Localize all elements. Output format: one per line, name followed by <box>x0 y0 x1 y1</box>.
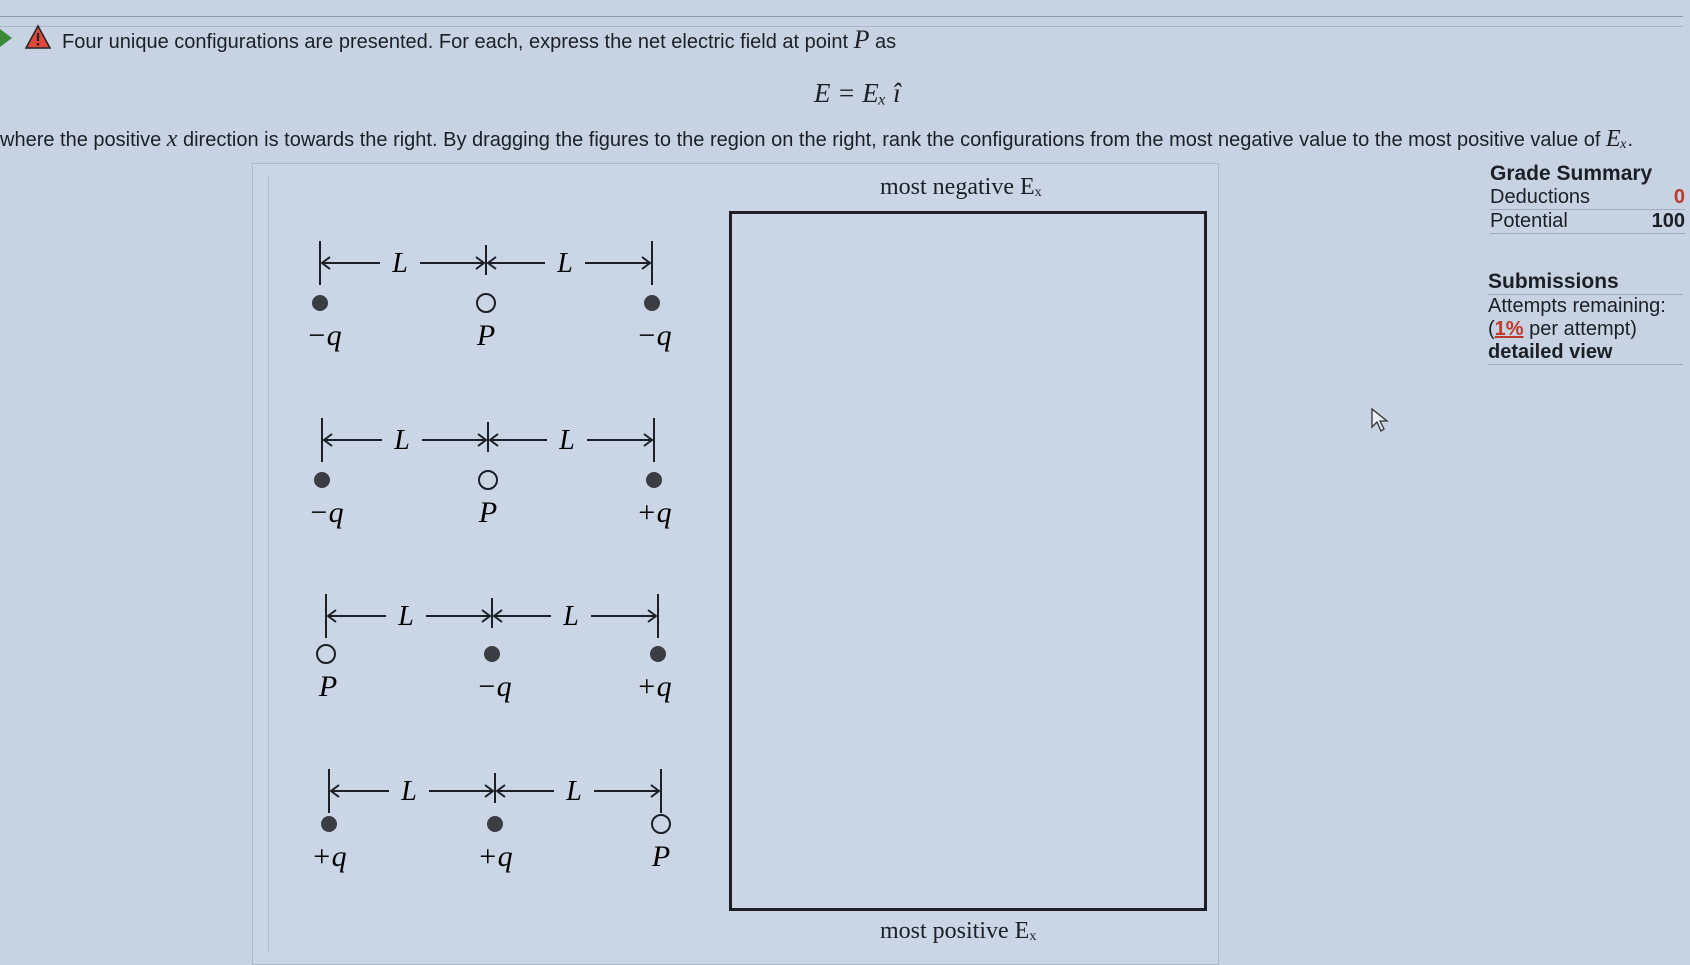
config4-right-label: P <box>651 840 671 873</box>
most-positive-label: most positive Eₓ <box>880 918 1037 944</box>
config3-left-label: P <box>318 670 338 703</box>
per-attempt-line <box>1488 318 1688 341</box>
per-attempt-text: per attempt) <box>1529 318 1637 340</box>
field-equation <box>814 78 901 109</box>
prompt-intro-end: as <box>875 31 897 53</box>
configuration-2[interactable] <box>292 412 692 542</box>
config2-left-label: −q <box>308 496 344 529</box>
play-icon[interactable] <box>0 29 12 47</box>
prompt-line2-end: . <box>1627 129 1634 151</box>
potential-label: Potential <box>1490 210 1568 232</box>
config1-middle-label: P <box>476 319 496 352</box>
config1-charge-left <box>312 295 328 311</box>
config1-left-label: −q <box>306 319 342 352</box>
config1-l-right: L <box>557 248 573 279</box>
config3-l-right: L <box>563 601 579 632</box>
deductions-row <box>1490 186 1685 210</box>
config3-middle-label: −q <box>476 670 512 703</box>
config3-charge-middle <box>484 646 500 662</box>
workspace-divider <box>268 175 269 952</box>
prompt-intro: Four unique configurations are presented. For each, express the net electric field at point <box>62 31 849 53</box>
config4-left-label: +q <box>311 840 347 873</box>
prompt-line-1 <box>62 25 896 55</box>
config2-charge-left <box>314 472 330 488</box>
config1-point-p <box>477 294 495 312</box>
config4-l-left: L <box>401 776 417 807</box>
most-negative-label: most negative Eₓ <box>880 174 1042 200</box>
config4-middle-label: +q <box>477 840 513 873</box>
config1-right-label: −q <box>636 319 672 352</box>
config1-charge-right <box>644 295 660 311</box>
config4-point-p <box>652 815 670 833</box>
mouse-cursor-icon <box>1370 407 1390 433</box>
config3-l-left: L <box>398 601 414 632</box>
config2-point-p <box>479 471 497 489</box>
point-variable: P <box>853 25 870 54</box>
submissions-title: Submissions <box>1488 270 1683 295</box>
prompt-line2-b: direction is towards the right. By dragging the figures to the region on the right, rank the configurations from the most negative value to the most positive value of <box>182 129 1601 151</box>
config3-charge-right <box>650 646 666 662</box>
config4-l-right: L <box>566 776 582 807</box>
configuration-3[interactable] <box>296 588 696 718</box>
potential-row <box>1490 210 1685 234</box>
config4-charge-left <box>321 816 337 832</box>
configuration-4[interactable] <box>299 763 699 893</box>
warning-icon <box>25 25 51 49</box>
prompt-line2-a: where the positive <box>0 129 162 151</box>
configuration-1[interactable] <box>290 235 690 365</box>
config1-l-left: L <box>392 248 408 279</box>
open-paren: ( <box>1488 318 1495 340</box>
config2-l-right: L <box>559 425 575 456</box>
top-rule <box>0 16 1683 17</box>
detailed-view-link[interactable]: detailed view <box>1488 341 1683 365</box>
config2-right-label: +q <box>636 496 672 529</box>
submissions-panel <box>1488 270 1688 365</box>
penalty-percent: 1% <box>1494 318 1524 340</box>
prompt-line-2 <box>0 126 1633 153</box>
grade-summary-title: Grade Summary <box>1490 162 1653 185</box>
equation-text: E = Eₓ î <box>814 78 901 108</box>
potential-value: 100 <box>1651 210 1685 232</box>
x-variable: x <box>166 126 178 152</box>
config2-charge-right <box>646 472 662 488</box>
attempts-remaining: Attempts remaining: <box>1488 295 1666 317</box>
config2-middle-label: P <box>478 496 498 529</box>
deductions-value: 0 <box>1673 186 1685 208</box>
deductions-label: Deductions <box>1490 186 1591 208</box>
config3-point-p <box>317 645 335 663</box>
grade-summary <box>1490 162 1690 234</box>
ranking-drop-zone[interactable] <box>729 211 1207 911</box>
config2-l-left: L <box>394 425 410 456</box>
ex-variable: Eₓ <box>1606 126 1628 152</box>
config4-charge-middle <box>487 816 503 832</box>
config3-right-label: +q <box>636 670 672 703</box>
